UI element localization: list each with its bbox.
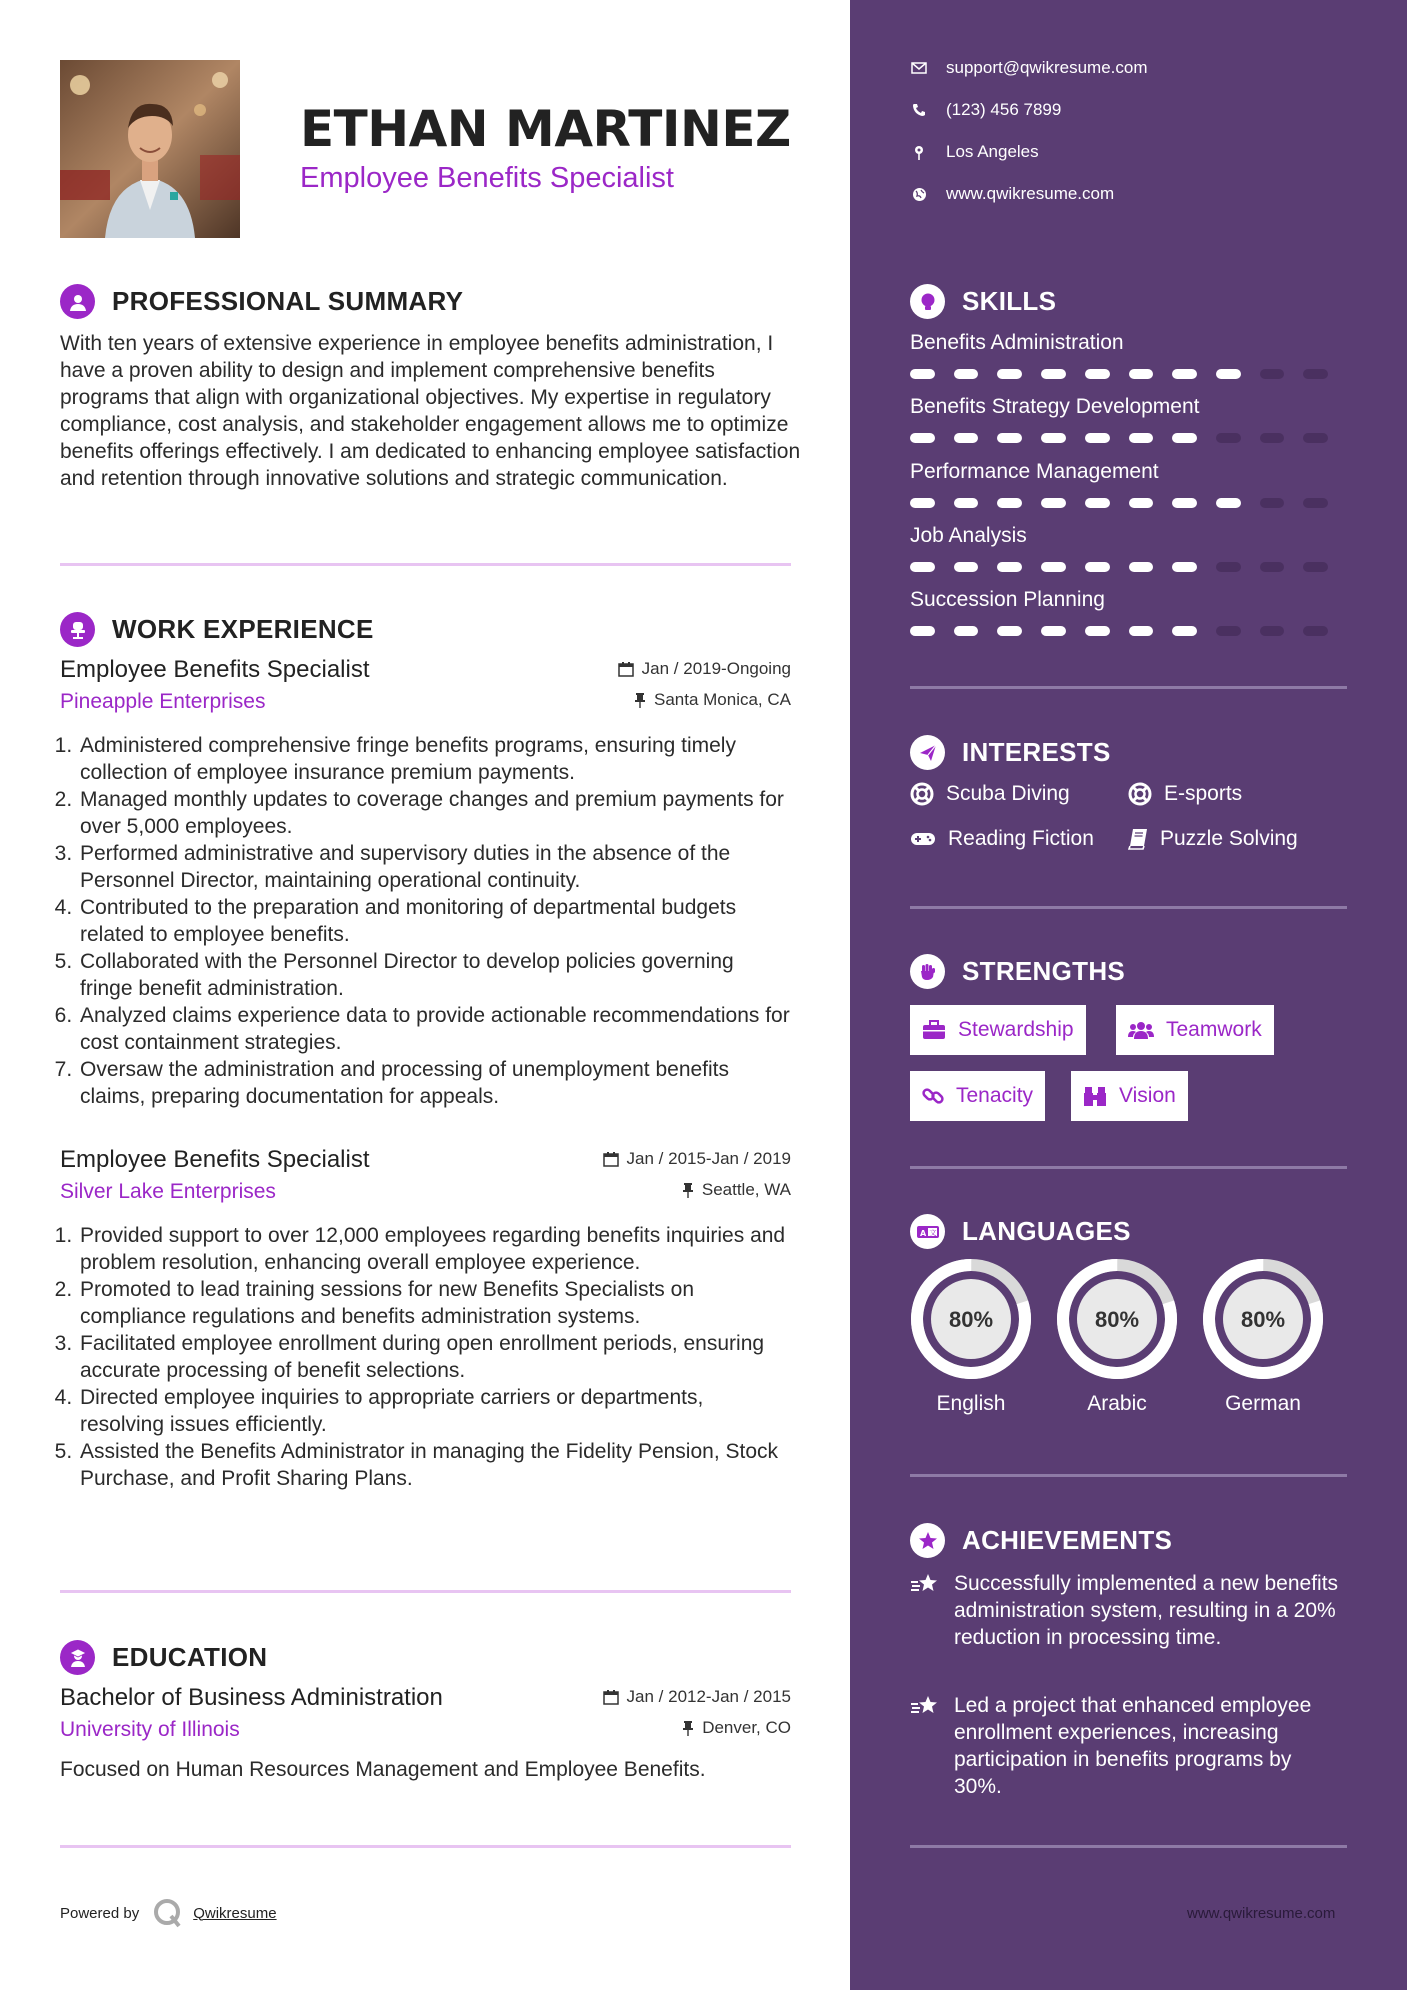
skill-segment	[1260, 433, 1285, 443]
sidebar	[850, 0, 1407, 1990]
skill-name: Benefits Strategy Development	[910, 395, 1200, 418]
ring-label: 80%	[1094, 1307, 1140, 1332]
chair-icon	[60, 612, 95, 647]
job-bullets	[60, 732, 791, 1110]
job-dates-text: Jan / 2019-Ongoing	[641, 659, 791, 678]
skill-segment	[1041, 562, 1066, 572]
section-divider	[910, 686, 1347, 689]
skill-segment	[1129, 562, 1154, 572]
education-dates	[603, 1687, 791, 1707]
list-item: 1. Provided support to over 12,000 employees regarding benefits inquiries and problem resolution, enhancing overall employee experience.	[78, 1222, 791, 1276]
section-divider	[60, 1845, 791, 1848]
interest-label: Scuba Diving	[946, 782, 1070, 805]
strength-tag	[910, 1005, 1086, 1055]
skill-segment	[1041, 433, 1066, 443]
achievements-heading	[910, 1523, 1172, 1558]
language-name: German	[1225, 1392, 1301, 1415]
skill-bar	[910, 562, 1347, 572]
binoculars-icon	[1083, 1085, 1107, 1107]
interest-item	[910, 782, 1070, 806]
skill-segment	[1085, 369, 1110, 379]
language-item	[1202, 1258, 1324, 1416]
job-title: Employee Benefits Specialist	[60, 1146, 370, 1173]
skill-segment	[1303, 562, 1328, 572]
skill-segment	[1216, 562, 1241, 572]
skill-segment	[997, 626, 1022, 636]
strength-label: Tenacity	[956, 1084, 1034, 1107]
degree-title: Bachelor of Business Administration	[60, 1684, 443, 1711]
language-name: English	[936, 1392, 1006, 1415]
interest-item	[1128, 827, 1298, 851]
svg-text:文: 文	[929, 1228, 936, 1237]
skill-segment	[1260, 626, 1285, 636]
interest-label: Puzzle Solving	[1160, 827, 1298, 850]
skill-segment	[910, 433, 935, 443]
skill-segment	[1172, 498, 1197, 508]
education-title: EDUCATION	[112, 1642, 268, 1672]
language-ring	[1056, 1258, 1178, 1380]
summary-text: With ten years of extensive experience in employee benefits administration, I have a proven ability to design and implement comprehensive benefits programs that align with organizational objectives. My expertise in regulatory compliance, cost analysis, and stakeholder engagement allows me to optimize benefits offerings effectively. I am dedicated to enhancing employee satisfaction and retention through innovative solutions and strategic communication.	[60, 332, 801, 490]
powered-by-label: Powered by	[60, 1904, 140, 1922]
profile-photo	[60, 60, 240, 238]
education-entry	[60, 1684, 791, 1783]
skill-segment	[1216, 369, 1241, 379]
pin-icon	[682, 1182, 694, 1198]
skill-segment	[1041, 626, 1066, 636]
skill-segment	[1085, 433, 1110, 443]
calendar-icon	[618, 661, 634, 677]
education-location	[682, 1718, 791, 1738]
skill-segment	[910, 626, 935, 636]
strengths-title: STRENGTHS	[962, 956, 1126, 986]
contact-email	[910, 58, 1148, 78]
list-item: 3. Facilitated employee enrollment during open enrollment periods, ensuring accurate processing of benefit selections.	[78, 1330, 791, 1384]
strength-tag	[1116, 1005, 1274, 1055]
map-pin-icon	[914, 145, 924, 160]
skill-segment	[1172, 369, 1197, 379]
job-dates	[618, 659, 791, 679]
skill-name: Job Analysis	[910, 524, 1027, 547]
website-link[interactable]: www.qwikresume.com	[946, 184, 1115, 203]
skill-segment	[910, 369, 935, 379]
section-divider	[910, 1845, 1347, 1848]
skill-segment	[1260, 498, 1285, 508]
section-divider	[910, 1166, 1347, 1169]
powered-by	[60, 1898, 277, 1928]
contact-website	[910, 184, 1114, 204]
skill-segment	[1260, 369, 1285, 379]
fist-icon	[910, 954, 945, 989]
achievement-item	[910, 1692, 1347, 1800]
strengths-heading	[910, 954, 1125, 989]
qwikresume-logo-icon	[153, 1898, 183, 1928]
language-item	[1056, 1258, 1178, 1416]
achievement-item	[910, 1570, 1347, 1651]
skill-segment	[1303, 433, 1328, 443]
language-ring	[910, 1258, 1032, 1380]
language-icon	[910, 1214, 945, 1249]
strength-tag	[1071, 1071, 1188, 1121]
list-item: 5. Collaborated with the Personnel Director to develop policies governing fringe benefit administration.	[78, 948, 791, 1002]
education-location-text: Denver, CO	[702, 1718, 791, 1737]
skill-name: Succession Planning	[910, 588, 1105, 611]
language-ring	[1202, 1258, 1324, 1380]
skill-segment	[1129, 626, 1154, 636]
pin-icon	[634, 692, 646, 708]
skill-segment	[997, 498, 1022, 508]
job-location	[634, 690, 791, 710]
interest-item	[1128, 782, 1242, 806]
email-link[interactable]: support@qwikresume.com	[946, 58, 1148, 77]
skill-segment	[1303, 626, 1328, 636]
list-item: 1. Administered comprehensive fringe benefits programs, ensuring timely collection of employee insurance premium payments.	[78, 732, 791, 786]
link-icon	[922, 1085, 944, 1107]
skill-segment	[954, 433, 979, 443]
interest-label: E-sports	[1164, 782, 1243, 805]
list-item: 2. Promoted to lead training sessions for new Benefits Specialists on compliance regulations and benefits administration systems.	[78, 1276, 791, 1330]
skill-segment	[910, 562, 935, 572]
graduation-icon	[60, 1640, 95, 1675]
skill-segment	[1041, 369, 1066, 379]
skill-segment	[1129, 369, 1154, 379]
language-name: Arabic	[1087, 1392, 1147, 1415]
interests-title: INTERESTS	[962, 737, 1111, 767]
section-divider	[60, 1590, 791, 1593]
skill-segment	[910, 498, 935, 508]
list-item: 4. Directed employee inquiries to appropriate carriers or departments, resolving issues efficiently.	[78, 1384, 791, 1438]
skill-segment	[954, 626, 979, 636]
phone-text: (123) 456 7899	[946, 100, 1062, 119]
life-ring-icon	[910, 782, 934, 806]
skill-name: Benefits Administration	[910, 331, 1124, 354]
briefcase-icon	[922, 1020, 946, 1040]
education-dates-text: Jan / 2012-Jan / 2015	[626, 1687, 791, 1706]
phone-icon	[912, 103, 926, 117]
shooting-star-icon	[910, 1572, 940, 1598]
list-item: 7. Oversaw the administration and processing of unemployment benefits claims, preparing documentation for appeals.	[78, 1056, 791, 1110]
list-item: 5. Assisted the Benefits Administrator in managing the Fidelity Pension, Stock Purchase, and Profit Sharing Plans.	[78, 1438, 791, 1492]
skill-item	[910, 588, 1347, 636]
job-company: Pineapple Enterprises	[60, 690, 266, 713]
envelope-icon	[911, 62, 927, 74]
school-name: University of Illinois	[60, 1718, 240, 1741]
globe-icon	[912, 187, 927, 202]
qwikresume-link[interactable]: Qwikresume	[193, 1904, 277, 1922]
job-dates	[603, 1149, 791, 1169]
calendar-icon	[603, 1689, 619, 1705]
education-description: Focused on Human Resources Management and Employee Benefits.	[60, 1758, 706, 1781]
skill-segment	[1216, 433, 1241, 443]
languages-heading	[910, 1214, 1131, 1249]
language-item	[910, 1258, 1032, 1416]
skill-segment	[997, 433, 1022, 443]
skill-item	[910, 524, 1347, 572]
achievement-text: Successfully implemented a new benefits administration system, resulting in a 20% reduction in processing time.	[954, 1572, 1339, 1649]
section-divider	[910, 906, 1347, 909]
summary-title: PROFESSIONAL SUMMARY	[112, 286, 464, 316]
job-company: Silver Lake Enterprises	[60, 1180, 276, 1203]
skill-segment	[954, 369, 979, 379]
skill-segment	[1085, 626, 1110, 636]
skill-segment	[1085, 562, 1110, 572]
languages-title: LANGUAGES	[962, 1216, 1131, 1246]
interest-label: Reading Fiction	[948, 827, 1094, 850]
skill-bar	[910, 433, 1347, 443]
job-location-text: Santa Monica, CA	[653, 690, 791, 709]
svg-text:A: A	[919, 1228, 926, 1238]
list-item: 3. Performed administrative and supervisory duties in the absence of the Personnel Director, maintaining operational continuity.	[78, 840, 791, 894]
life-ring-icon	[1128, 782, 1152, 806]
skill-segment	[997, 369, 1022, 379]
section-divider	[910, 1474, 1347, 1477]
ring-label: 80%	[1240, 1307, 1286, 1332]
skill-segment	[954, 498, 979, 508]
skill-segment	[1041, 498, 1066, 508]
skill-name: Performance Management	[910, 460, 1159, 483]
skill-segment	[1216, 498, 1241, 508]
job-entry	[60, 1146, 791, 1492]
skill-segment	[1172, 433, 1197, 443]
skill-segment	[1303, 498, 1328, 508]
skill-segment	[1303, 369, 1328, 379]
job-title: Employee Benefits Specialist	[60, 656, 370, 683]
interests-heading	[910, 735, 1111, 770]
list-item: 4. Contributed to the preparation and monitoring of departmental budgets related to employee benefits.	[78, 894, 791, 948]
job-entry	[60, 656, 791, 1110]
strength-tag	[910, 1071, 1045, 1121]
users-icon	[1128, 1020, 1154, 1040]
user-icon	[60, 284, 95, 319]
job-bullets	[60, 1222, 791, 1492]
lightbulb-icon	[910, 284, 945, 319]
job-dates-text: Jan / 2015-Jan / 2019	[626, 1149, 791, 1168]
achievements-title: ACHIEVEMENTS	[962, 1525, 1173, 1555]
location-text: Los Angeles	[946, 142, 1039, 161]
skill-bar	[910, 498, 1347, 508]
strength-label: Stewardship	[958, 1018, 1074, 1041]
skill-segment	[1172, 626, 1197, 636]
skills-heading	[910, 284, 1056, 319]
skills-title: SKILLS	[962, 286, 1057, 316]
book-icon	[1128, 828, 1148, 850]
interest-item	[910, 827, 1094, 851]
list-item: 2. Managed monthly updates to coverage changes and premium payments for over 5,000 employees.	[78, 786, 791, 840]
experience-heading	[60, 612, 374, 647]
achievement-text: Led a project that enhanced employee enrollment experiences, increasing participation in benefits programs by 30%.	[954, 1694, 1312, 1798]
candidate-title: Employee Benefits Specialist	[300, 162, 674, 194]
shooting-star-icon	[910, 1694, 940, 1720]
skill-segment	[997, 562, 1022, 572]
skill-segment	[1216, 626, 1241, 636]
ring-label: 80%	[948, 1307, 994, 1332]
skill-bar	[910, 626, 1347, 636]
star-badge-icon	[910, 1523, 945, 1558]
skill-segment	[1129, 498, 1154, 508]
skill-item	[910, 395, 1347, 443]
pin-icon	[682, 1720, 694, 1736]
contact-location	[910, 142, 1039, 162]
skill-segment	[1260, 562, 1285, 572]
skill-bar	[910, 369, 1347, 379]
skill-segment	[1172, 562, 1197, 572]
footer-site: www.qwikresume.com	[1187, 1905, 1336, 1922]
skill-item	[910, 331, 1347, 379]
strength-label: Vision	[1119, 1084, 1176, 1107]
skill-segment	[1129, 433, 1154, 443]
list-item: 6. Analyzed claims experience data to provide actionable recommendations for cost containment strategies.	[78, 1002, 791, 1056]
gamepad-icon	[910, 830, 936, 848]
paper-plane-icon	[910, 735, 945, 770]
job-location-text: Seattle, WA	[701, 1180, 791, 1199]
skill-segment	[954, 562, 979, 572]
skill-segment	[1085, 498, 1110, 508]
candidate-name: ETHAN MARTINEZ	[300, 100, 791, 158]
experience-title: WORK EXPERIENCE	[112, 614, 374, 644]
job-location	[682, 1180, 791, 1200]
contact-phone	[910, 100, 1061, 120]
section-divider	[60, 563, 791, 566]
summary-heading	[60, 284, 463, 319]
education-heading	[60, 1640, 267, 1675]
strength-label: Teamwork	[1166, 1018, 1262, 1041]
calendar-icon	[603, 1151, 619, 1167]
skill-item	[910, 460, 1347, 508]
